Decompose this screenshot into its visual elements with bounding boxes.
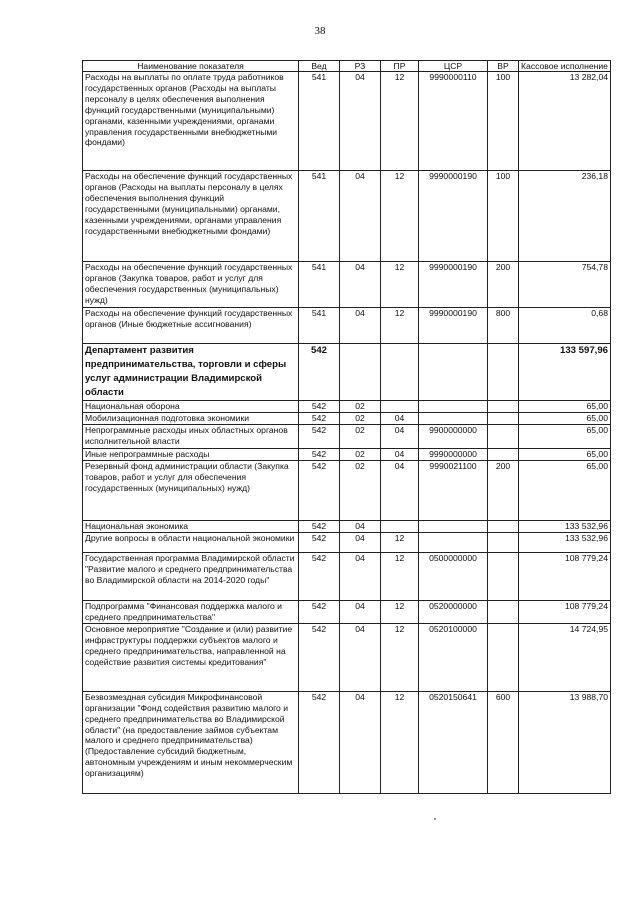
cell-pr: 12	[381, 171, 419, 262]
cell-ved: 542	[299, 401, 340, 413]
cell-name: Расходы на выплаты по оплате труда работников государственных органов (Расходы на выплаты персоналу в целях обеспечения выполнения функций государственными (муниципальными) органами, казенными учреждениями, органами управления государственными внебюджетными фондами)	[83, 72, 299, 171]
cell-name: Национальная экономика	[83, 521, 299, 533]
cell-rz: 04	[340, 601, 381, 624]
cell-vr	[488, 521, 519, 533]
cell-vr: 600	[488, 691, 519, 793]
cell-amount: 13 988,70	[519, 691, 611, 793]
cell-amount: 65,00	[519, 401, 611, 413]
cell-csr: 9990000110	[419, 72, 488, 171]
cell-amount: 754,78	[519, 262, 611, 308]
table-row	[83, 413, 611, 425]
cell-pr	[381, 401, 419, 413]
cell-name: Другие вопросы в области национальной экономики	[83, 533, 299, 553]
cell-rz	[340, 344, 381, 401]
cell-pr	[381, 344, 419, 401]
cell-amount: 108 779,24	[519, 601, 611, 624]
cell-vr	[488, 449, 519, 461]
cell-name: Непрограммные расходы иных областных органов исполнительной власти	[83, 425, 299, 449]
cell-name: Государственная программа Владимирской области "Развитие малого и среднего предпринимательства во Владимирской области на 2014-2020 годы"	[83, 553, 299, 601]
cell-csr: 0500000000	[419, 553, 488, 601]
header-pr: ПР	[381, 61, 419, 72]
cell-ved: 542	[299, 601, 340, 624]
header-amount: Кассовое исполнение	[519, 61, 611, 72]
header-name: Наименование показателя	[83, 61, 299, 72]
cell-vr	[488, 413, 519, 425]
table-row	[83, 461, 611, 521]
cell-pr: 12	[381, 691, 419, 793]
table-row	[83, 425, 611, 449]
cell-pr: 12	[381, 553, 419, 601]
table-row	[83, 533, 611, 553]
header-ved: Вед	[299, 61, 340, 72]
table-row	[83, 521, 611, 533]
cell-vr: 200	[488, 262, 519, 308]
cell-csr: 9990021100	[419, 461, 488, 521]
cell-csr	[419, 344, 488, 401]
cell-vr	[488, 344, 519, 401]
cell-amount: 133 597,96	[519, 344, 611, 401]
page-number: 38	[314, 25, 326, 37]
table-row	[83, 449, 611, 461]
cell-rz: 04	[340, 262, 381, 308]
cell-ved: 541	[299, 72, 340, 171]
cell-csr	[419, 521, 488, 533]
cell-ved: 542	[299, 553, 340, 601]
cell-vr	[488, 623, 519, 691]
cell-ved: 542	[299, 461, 340, 521]
table-row	[83, 401, 611, 413]
cell-rz: 02	[340, 401, 381, 413]
cell-pr	[381, 521, 419, 533]
table-row	[83, 623, 611, 691]
header-vr: ВР	[488, 61, 519, 72]
cell-amount: 65,00	[519, 425, 611, 449]
table-row	[83, 553, 611, 601]
cell-ved: 542	[299, 413, 340, 425]
cell-pr: 12	[381, 72, 419, 171]
cell-rz: 04	[340, 553, 381, 601]
cell-vr: 100	[488, 171, 519, 262]
cell-name: Подпрограмма "Финансовая поддержка малого и среднего предпринимательства"	[83, 601, 299, 624]
cell-vr	[488, 601, 519, 624]
cell-rz: 02	[340, 425, 381, 449]
cell-amount: 65,00	[519, 413, 611, 425]
cell-ved: 542	[299, 691, 340, 793]
cell-name: Резервный фонд администрации области (Закупка товаров, работ и услуг для обеспечения государственных (муниципальных) нужд)	[83, 461, 299, 521]
table-row	[83, 308, 611, 344]
cell-rz: 02	[340, 449, 381, 461]
cell-rz: 02	[340, 461, 381, 521]
cell-ved: 541	[299, 171, 340, 262]
cell-name: Мобилизационная подготовка экономики	[83, 413, 299, 425]
table-header-row	[83, 61, 611, 72]
cell-csr	[419, 401, 488, 413]
table-row	[83, 171, 611, 262]
cell-ved: 542	[299, 533, 340, 553]
cell-pr: 12	[381, 262, 419, 308]
cell-ved: 541	[299, 308, 340, 344]
cell-pr: 12	[381, 308, 419, 344]
cell-name: Расходы на обеспечение функций государственных органов (Закупка товаров, работ и услуг для обеспечения государственных (муниципальных) нужд)	[83, 262, 299, 308]
cell-name: Иные непрограммные расходы	[83, 449, 299, 461]
table-row	[83, 691, 611, 793]
cell-amount: 108 779,24	[519, 553, 611, 601]
table-row	[83, 72, 611, 171]
cell-name: Департамент развития предпринимательства, торговли и сферы услуг администрации Владимирской области	[83, 344, 299, 401]
cell-csr: 0520150641	[419, 691, 488, 793]
cell-ved: 542	[299, 425, 340, 449]
cell-amount: 14 724,95	[519, 623, 611, 691]
cell-ved: 542	[299, 449, 340, 461]
cell-vr	[488, 425, 519, 449]
cell-pr: 12	[381, 623, 419, 691]
table-row	[83, 344, 611, 401]
scan-speck	[434, 818, 436, 820]
cell-ved: 542	[299, 623, 340, 691]
cell-amount: 133 532,96	[519, 521, 611, 533]
cell-rz: 04	[340, 72, 381, 171]
cell-ved: 542	[299, 344, 340, 401]
cell-csr	[419, 413, 488, 425]
cell-csr: 9990000190	[419, 262, 488, 308]
cell-rz: 04	[340, 623, 381, 691]
cell-amount: 236,18	[519, 171, 611, 262]
cell-rz: 04	[340, 691, 381, 793]
cell-rz: 04	[340, 308, 381, 344]
cell-name: Национальная оборона	[83, 401, 299, 413]
header-rz: РЗ	[340, 61, 381, 72]
cell-rz: 04	[340, 171, 381, 262]
budget-execution-table	[82, 60, 611, 794]
cell-csr: 0520000000	[419, 601, 488, 624]
cell-name: Основное мероприятие "Создание и (или) развитие инфраструктуры поддержки субъектов малого и среднего предпринимательства, направленной на содействие развития системы кредитования"	[83, 623, 299, 691]
cell-rz: 04	[340, 521, 381, 533]
cell-vr	[488, 533, 519, 553]
cell-pr: 04	[381, 413, 419, 425]
cell-csr	[419, 533, 488, 553]
cell-amount: 133 532,96	[519, 533, 611, 553]
table-row	[83, 601, 611, 624]
cell-vr	[488, 401, 519, 413]
cell-pr: 04	[381, 425, 419, 449]
cell-amount: 65,00	[519, 449, 611, 461]
cell-csr: 9990000190	[419, 171, 488, 262]
cell-csr: 9900000000	[419, 425, 488, 449]
cell-csr: 9990000000	[419, 449, 488, 461]
header-csr: ЦСР	[419, 61, 488, 72]
cell-name: Безвозмездная субсидия Микрофинансовой организации "Фонд содействия развитию малого и среднего предпринимательства во Владимирской области" (на предоставление займов субъектам малого и среднего предпринимательства) (Предоставление субсидий бюджетным, автономным учреждениям и иным некоммерческим организациям)	[83, 691, 299, 793]
cell-pr: 12	[381, 601, 419, 624]
cell-pr: 12	[381, 533, 419, 553]
cell-ved: 541	[299, 262, 340, 308]
cell-pr: 04	[381, 461, 419, 521]
cell-csr: 0520100000	[419, 623, 488, 691]
cell-vr	[488, 553, 519, 601]
cell-rz: 02	[340, 413, 381, 425]
cell-amount: 13 282,04	[519, 72, 611, 171]
cell-rz: 04	[340, 533, 381, 553]
cell-amount: 0,68	[519, 308, 611, 344]
cell-name: Расходы на обеспечение функций государственных органов (Иные бюджетные ассигнования)	[83, 308, 299, 344]
cell-ved: 542	[299, 521, 340, 533]
cell-name: Расходы на обеспечение функций государственных органов (Расходы на выплаты персоналу в целях обеспечения выполнения функций государственными (муниципальными) органами, казенными учреждениями, органами управления государственными внебюджетными фондами)	[83, 171, 299, 262]
cell-pr: 04	[381, 449, 419, 461]
cell-vr: 800	[488, 308, 519, 344]
cell-csr: 9990000190	[419, 308, 488, 344]
table-row	[83, 262, 611, 308]
cell-vr: 200	[488, 461, 519, 521]
cell-amount: 65,00	[519, 461, 611, 521]
cell-vr: 100	[488, 72, 519, 171]
